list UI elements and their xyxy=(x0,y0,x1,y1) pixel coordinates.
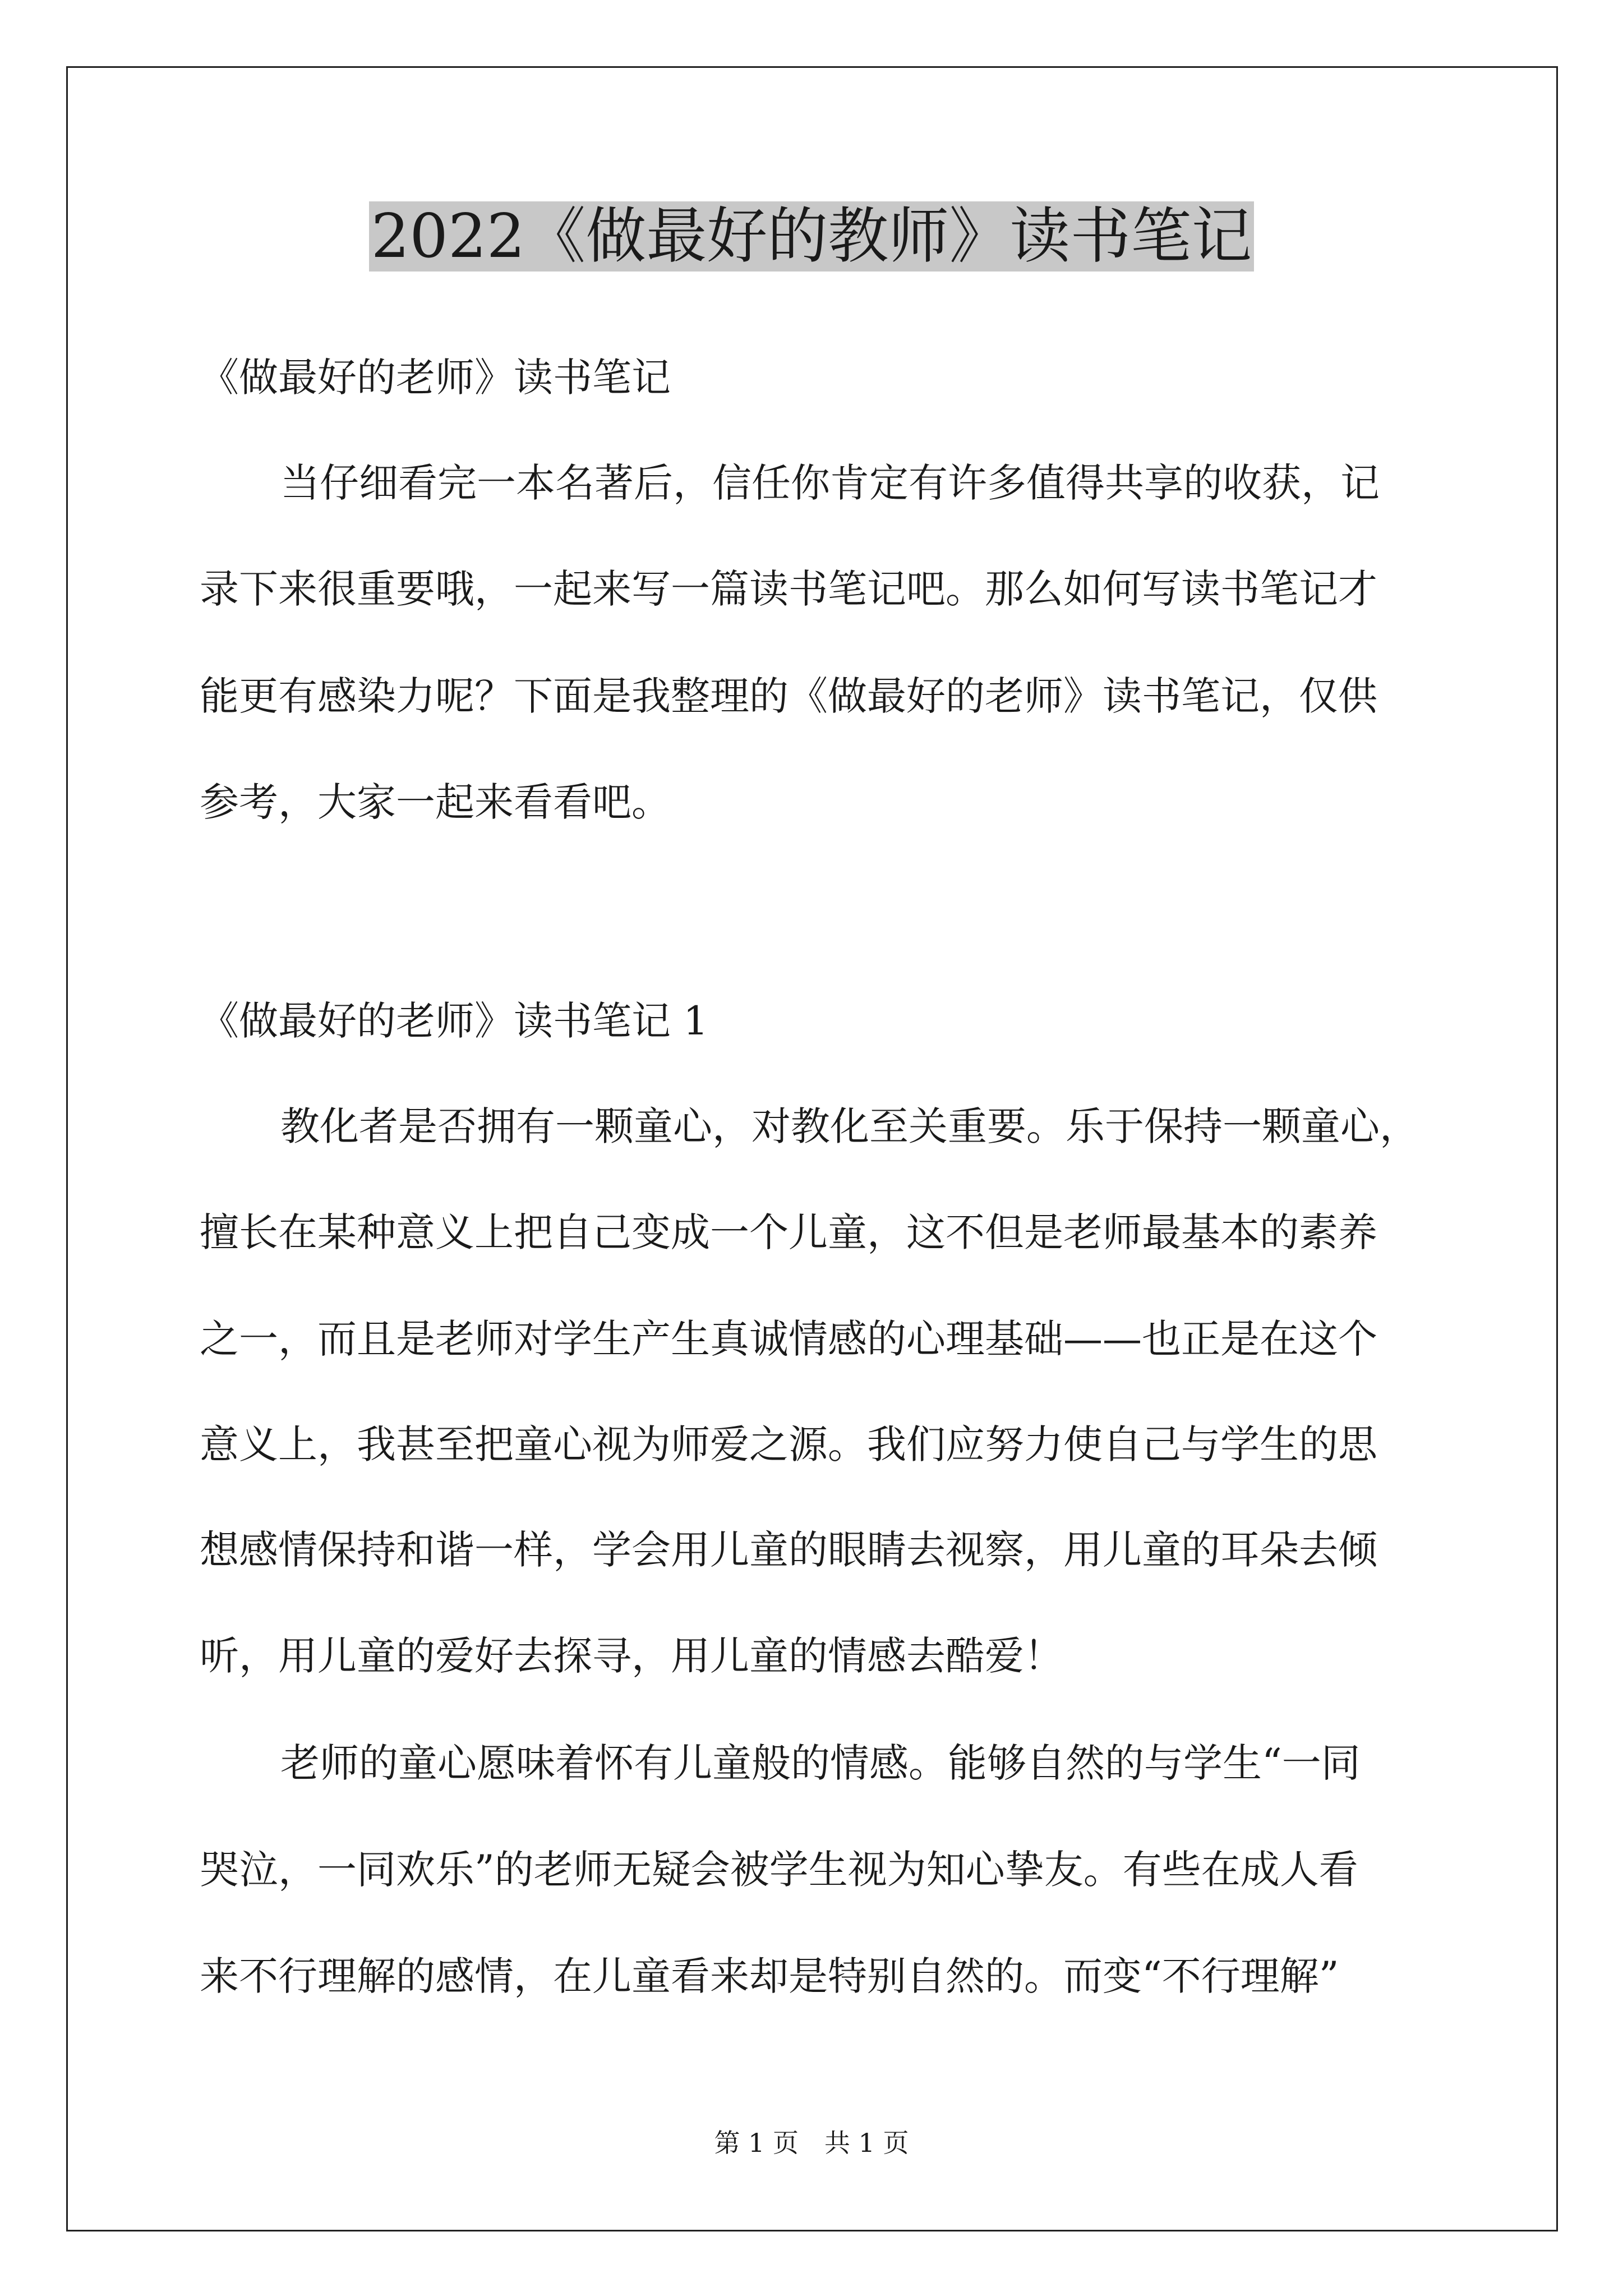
section1-para1-line-1: 教化者是否拥有一颗童心，对教化至关重要。乐于保持一颗童心， xyxy=(280,1103,1419,1149)
document-title-text: 2022《做最好的教师》读书笔记 xyxy=(369,201,1255,272)
intro-line-1: 当仔细看完一本名著后，信任你肯定有许多值得共享的收获，记 xyxy=(280,460,1380,506)
intro-heading: 《做最好的老师》读书笔记 xyxy=(200,355,671,401)
section1-para1-line-2: 擅长在某种意义上把自己变成一个儿童，这不但是老师最基本的素养 xyxy=(200,1209,1377,1255)
section1-para2-line-1: 老师的童心愿味着怀有儿童般的情感。能够自然的与学生“一同 xyxy=(280,1740,1361,1786)
intro-line-4: 参考，大家一起来看看吧。 xyxy=(200,779,671,825)
intro-line-3: 能更有感染力呢？下面是我整理的《做最好的老师》读书笔记，仅供 xyxy=(200,673,1377,719)
intro-line-2: 录下来很重要哦，一起来写一篇读书笔记吧。那么如何写读书笔记才 xyxy=(200,566,1377,612)
section1-para2-line-2: 哭泣，一同欢乐”的老师无疑会被学生视为知心挚友。有些在成人看 xyxy=(200,1847,1358,1893)
section1-para1-line-6: 听，用儿童的爱好去探寻，用儿童的情感去酷爱！ xyxy=(200,1633,1063,1679)
section1-para1-line-4: 意义上，我甚至把童心视为师爱之源。我们应努力使自己与学生的思 xyxy=(200,1421,1377,1467)
section1-heading: 《做最好的老师》读书笔记 1 xyxy=(200,998,708,1044)
page-footer: 第 1 页 共 1 页 xyxy=(714,2128,909,2158)
section1-para2-line-3: 来不行理解的感情，在儿童看来却是特别自然的。而变“不行理解” xyxy=(200,1953,1339,1999)
section1-para1-line-3: 之一，而且是老师对学生产生真诚情感的心理基础——也正是在这个 xyxy=(200,1316,1377,1362)
section1-para1-line-5: 想感情保持和谐一样，学会用儿童的眼睛去视察，用儿童的耳朵去倾 xyxy=(200,1527,1377,1573)
document-title xyxy=(0,197,1623,276)
